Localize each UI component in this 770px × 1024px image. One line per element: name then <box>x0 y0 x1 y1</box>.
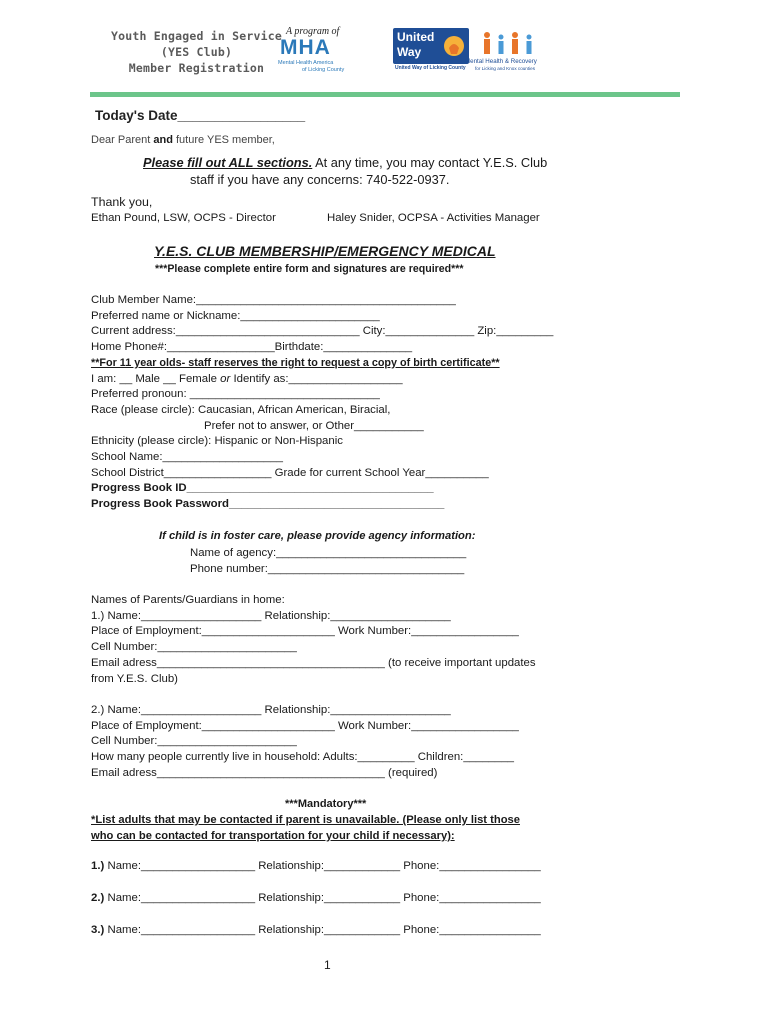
contacts-instruction-line: who can be contacted for transportation for your child if necessary): <box>91 829 455 842</box>
mha-top-text: A program of <box>286 26 340 37</box>
guardian1-cell-field[interactable]: Cell Number:______________________ <box>91 641 297 654</box>
instruction-line-1 <box>143 155 547 170</box>
nickname-field[interactable]: Preferred name or Nickname:______________________ <box>91 309 380 322</box>
greeting-and: and <box>153 134 173 146</box>
mhr-logo <box>465 30 549 74</box>
foster-section <box>190 546 466 577</box>
guardian1-name-field[interactable]: 1.) Name:___________________ Relationship:___________________ <box>91 609 451 622</box>
pronoun-field[interactable]: Preferred pronoun: ______________________________ <box>91 388 380 401</box>
contact-fields: Name:__________________ Relationship:____________ Phone:________________ <box>104 892 541 904</box>
greeting-part: Dear Parent <box>91 134 154 146</box>
progress-book-id-field[interactable]: Progress Book ID_______________________________________ <box>91 482 434 495</box>
gender-text: I am: __ Male __ Female <box>91 372 221 385</box>
page-number: 1 <box>324 958 331 972</box>
guardian1-email-field[interactable]: Email adress____________________________________ (to receive important updates <box>91 656 536 669</box>
phone-birthdate-field[interactable]: Home Phone#:_________________Birthdate:______________ <box>91 341 413 354</box>
club-title-line: (YES Club) <box>160 45 233 59</box>
race-field[interactable]: Race (please circle): Caucasian, African American, Biracial, <box>91 403 391 416</box>
contact-fields: Name:__________________ Relationship:____________ Phone:________________ <box>104 860 541 872</box>
school-name-field[interactable]: School Name:___________________ <box>91 451 283 464</box>
emergency-contact-1[interactable] <box>91 860 541 872</box>
instruction-line-2: staff if you have any concerns: 740-522-0937. <box>190 172 450 187</box>
united-way-caption: United Way of Licking County <box>395 65 466 71</box>
thank-you: Thank you, <box>91 195 153 209</box>
foster-heading: If child is in foster care, please provide agency information: <box>159 530 476 542</box>
united-way-line1: United <box>397 30 435 44</box>
mha-brand: MHA <box>280 36 331 59</box>
school-district-field[interactable]: School District_________________ Grade for current School Year__________ <box>91 466 489 479</box>
contact-number: 3.) <box>91 924 105 936</box>
progress-book-password-field[interactable]: Progress Book Password__________________________________ <box>91 498 445 511</box>
club-title-line: Member Registration <box>128 61 265 75</box>
guardian2-email-field[interactable]: Email adress____________________________________ (required) <box>91 766 438 779</box>
mha-logo <box>278 26 358 74</box>
header-divider <box>90 92 680 97</box>
emergency-contact-2[interactable] <box>91 892 541 904</box>
hand-icon <box>443 34 465 58</box>
manager-name: Haley Snider, OCPSA - Activities Manager <box>327 212 540 224</box>
instruction-bold: Please fill out ALL sections. <box>143 155 313 170</box>
guardian2-cell-field[interactable]: Cell Number:______________________ <box>91 735 297 748</box>
contact-fields: Name:__________________ Relationship:____________ Phone:________________ <box>104 924 541 936</box>
gender-or: or <box>220 372 231 385</box>
member-section <box>91 293 553 513</box>
guardian1-employment-field[interactable]: Place of Employment:_____________________ Work Number:_________________ <box>91 625 519 638</box>
emergency-contact-3[interactable] <box>91 924 541 936</box>
gender-field[interactable] <box>91 372 553 388</box>
people-icon <box>479 30 539 56</box>
united-way-line2: Way <box>397 45 422 59</box>
member-name-field[interactable]: Club Member Name:_________________________________________ <box>91 294 456 306</box>
club-title-line: Youth Engaged in Service <box>111 29 282 43</box>
instruction-rest: At any time, you may contact Y.E.S. Club <box>312 155 548 170</box>
birth-certificate-note: **For 11 year olds- staff reserves the right to request a copy of birth certificate** <box>91 356 500 369</box>
director-name: Ethan Pound, LSW, OCPS - Director <box>91 212 276 224</box>
household-count-field[interactable]: How many people currently live in household: Adults:_________ Children:________ <box>91 751 515 764</box>
race-field-cont[interactable]: Prefer not to answer, or Other___________ <box>204 419 424 432</box>
mha-sub2: of Licking County <box>302 67 345 73</box>
mandatory-label: ***Mandatory*** <box>285 798 367 810</box>
contacts-instruction-line: *List adults that may be contacted if parent is unavailable. (Please only list those <box>91 814 520 826</box>
guardians-heading: Names of Parents/Guardians in home: <box>91 594 285 606</box>
guardian2-employment-field[interactable]: Place of Employment:_____________________ Work Number:_________________ <box>91 719 519 732</box>
guardian1-email-note: from Y.E.S. Club) <box>91 672 178 685</box>
agency-name-field[interactable]: Name of agency:______________________________ <box>190 547 467 559</box>
form-subtitle: ***Please complete entire form and signatures are required*** <box>155 263 464 275</box>
united-way-logo <box>393 28 469 72</box>
greeting-part: future YES member, <box>172 134 275 146</box>
form-title: Y.E.S. CLUB MEMBERSHIP/EMERGENCY MEDICAL <box>154 243 496 259</box>
agency-phone-field[interactable]: Phone number:_______________________________ <box>190 562 465 575</box>
contacts-instructions <box>91 813 520 844</box>
mha-sub1: Mental Health America <box>278 60 334 66</box>
todays-date-label: Today's Date_________________ <box>95 108 306 123</box>
address-field[interactable]: Current address:_____________________________ City:______________ Zip:_________ <box>91 325 554 338</box>
gender-text: Identify as:__________________ <box>230 372 403 385</box>
mhr-sub2: for Licking and Knox counties <box>475 66 536 71</box>
contact-number: 1.) <box>91 860 105 872</box>
club-title <box>111 28 282 76</box>
guardian2-section <box>91 703 519 782</box>
guardian2-name-field[interactable]: 2.) Name:___________________ Relationship:___________________ <box>91 704 451 716</box>
greeting <box>91 134 275 146</box>
ethnicity-field[interactable]: Ethnicity (please circle): Hispanic or Non-Hispanic <box>91 435 343 448</box>
guardians-section <box>91 593 536 687</box>
mhr-sub1: Mental Health & Recovery <box>465 58 537 65</box>
contact-number: 2.) <box>91 892 105 904</box>
